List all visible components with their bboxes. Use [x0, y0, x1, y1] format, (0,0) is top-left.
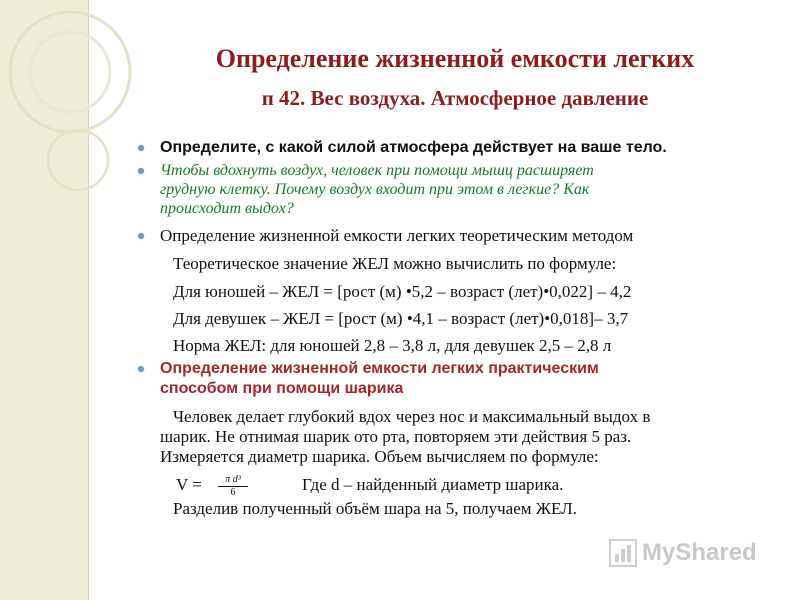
- practice-line-2: шарик. Не отнимая шарик ото рта, повторяем эти действия 5 раз.: [160, 427, 632, 446]
- fraction-denominator: 6: [230, 487, 236, 498]
- slide-title: Определение жизненной емкости легких: [215, 44, 695, 73]
- norm-line: Норма ЖЕЛ: для юношей 2,8 – 3,8 л, для девушек 2,5 – 2,8 л: [173, 336, 612, 355]
- watermark-chart-icon: [608, 538, 638, 568]
- volume-fraction: [218, 474, 248, 499]
- bullet-marker: [138, 366, 144, 372]
- practice-line-1: Человек делает глубокий вдох через нос и максимальный выдох в: [173, 407, 651, 426]
- bullet-breath-line-3: происходит выдох?: [160, 200, 294, 217]
- bullet-breath-line-1: Чтобы вдохнуть воздух, человек при помощи мышц расширяет: [160, 162, 594, 179]
- watermark-text: MyShared: [642, 539, 757, 566]
- practice-line-3: Измеряется диаметр шарика. Объем вычисляем по формуле:: [160, 447, 599, 466]
- bullet-practical-line-2: способом при помощи шарика: [160, 380, 404, 397]
- bullet-breath-line-2: грудную клетку. Почему воздух входит при этом в легкие? Как: [160, 181, 590, 198]
- formula-girls: Для девушек – ЖЕЛ = [рост (м) •4,1 – возраст (лет)•0,018]– 3,7: [173, 309, 629, 328]
- formula-note: Где d – найденный диаметр шарика.: [302, 475, 564, 494]
- fraction-numerator: π d³: [218, 474, 248, 487]
- bullet-theoretical-method: Определение жизненной емкости легких теоретическим методом: [160, 226, 634, 245]
- theory-line: Теоретическое значение ЖЕЛ можно вычислить по формуле:: [173, 254, 617, 273]
- bullet-practical-line-1: Определение жизненной емкости легких практическим: [160, 360, 599, 377]
- final-line: Разделив полученный объём шара на 5, получаем ЖЕЛ.: [173, 499, 577, 518]
- bullet-marker: [138, 168, 144, 174]
- formula-lhs: V =: [176, 475, 202, 494]
- formula-boys: Для юношей – ЖЕЛ = [рост (м) •5,2 – возраст (лет)•0,022] – 4,2: [173, 282, 632, 301]
- bullet-question-force: Определите, с какой силой атмосфера действует на ваше тело.: [160, 139, 667, 156]
- bullet-marker: [138, 233, 144, 239]
- slide-subtitle: п 42. Вес воздуха. Атмосферное давление: [261, 86, 649, 110]
- bullet-marker: [138, 145, 144, 151]
- watermark: [608, 538, 757, 568]
